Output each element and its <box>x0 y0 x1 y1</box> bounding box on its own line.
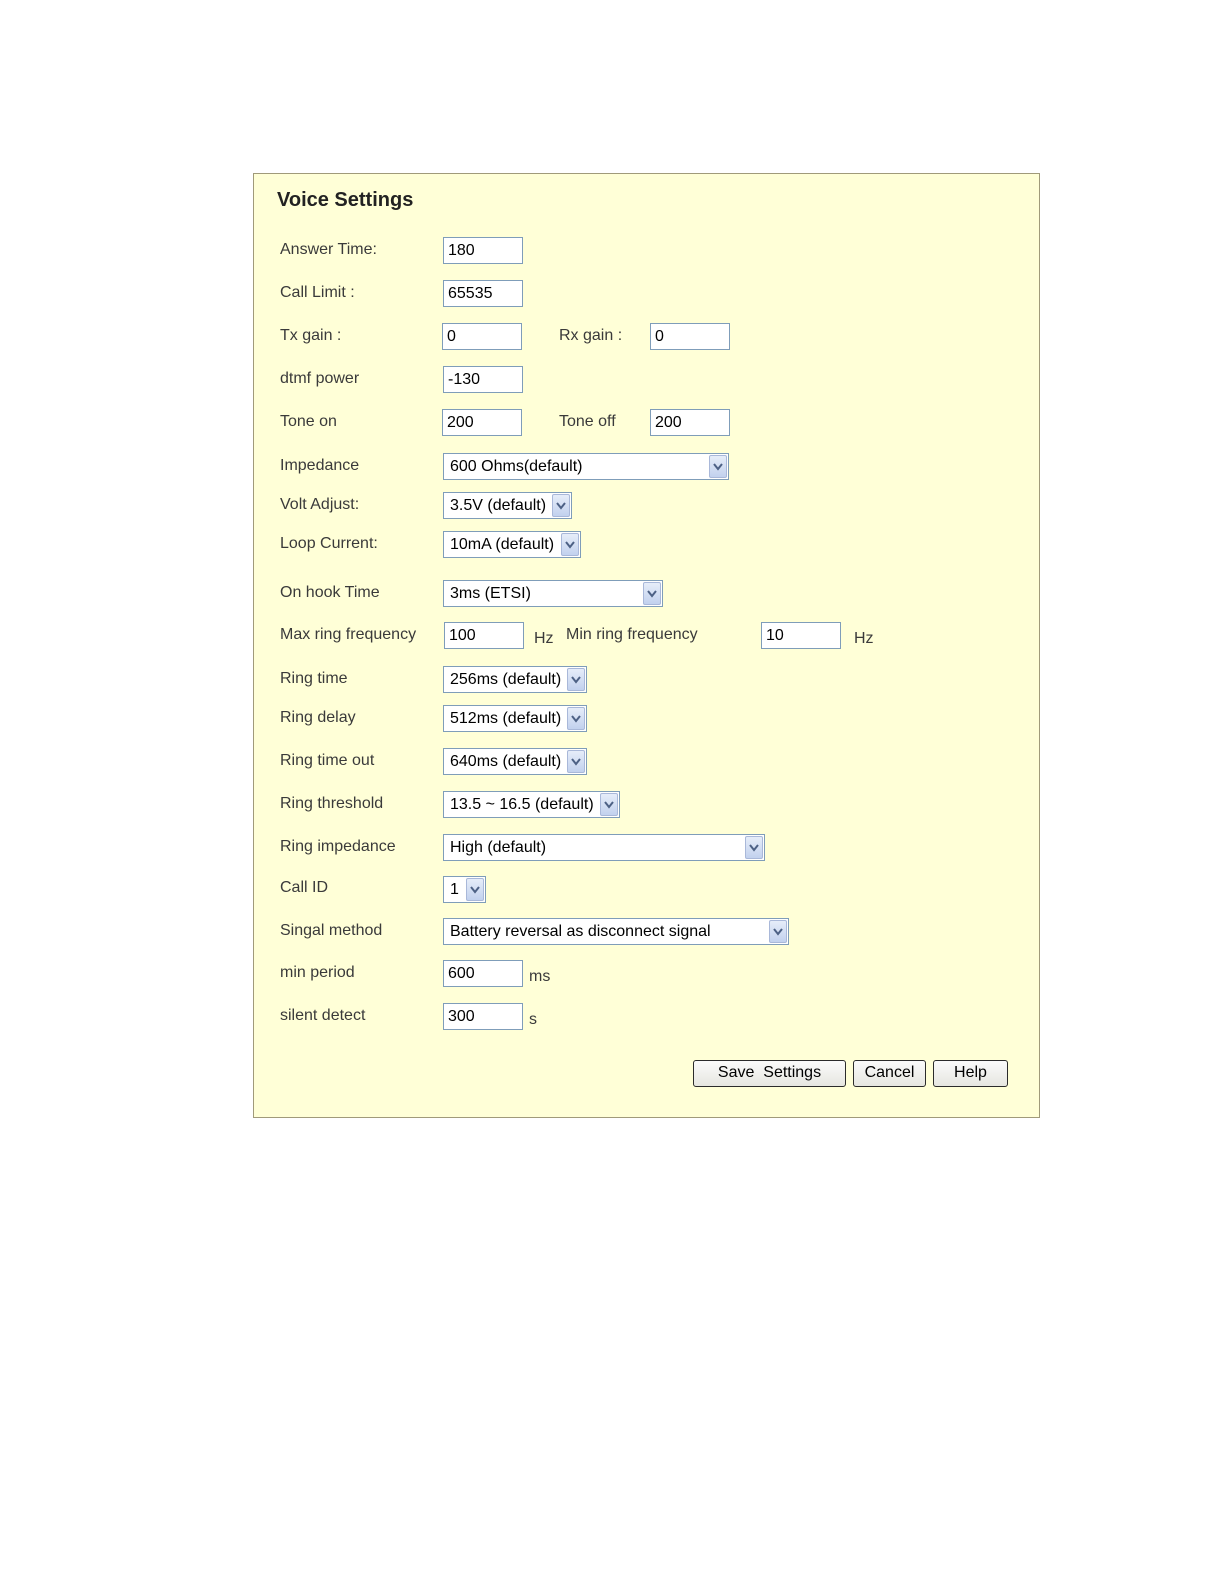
volt-adjust-value: 3.5V (default) <box>450 497 547 514</box>
ring-time-out-label: Ring time out <box>280 752 375 769</box>
ring-delay-select[interactable] <box>443 705 587 732</box>
answer-time-input[interactable]: 180 <box>443 237 523 264</box>
tone-on-input[interactable]: 200 <box>442 409 522 436</box>
dtmf-power-label: dtmf power <box>280 370 360 387</box>
ring-delay-value: 512ms (default) <box>450 710 562 727</box>
dtmf-power-input[interactable]: -130 <box>443 366 523 393</box>
chevron-down-icon[interactable] <box>561 533 579 556</box>
chevron-down-icon[interactable] <box>567 668 585 691</box>
call-limit-label: Call Limit : <box>280 284 355 301</box>
loop-current-value: 10mA (default) <box>450 536 555 553</box>
tx-gain-input[interactable]: 0 <box>442 323 522 350</box>
min-period-label: min period <box>280 964 355 981</box>
chevron-down-icon[interactable] <box>567 707 585 730</box>
loop-current-label: Loop Current: <box>280 535 378 552</box>
min-ring-frequency-input[interactable]: 10 <box>761 622 841 649</box>
save-settings-button[interactable]: Save Settings <box>693 1060 846 1087</box>
on-hook-time-value: 3ms (ETSI) <box>450 585 531 602</box>
tone-off-label: Tone off <box>559 413 616 430</box>
min-ring-frequency-unit: Hz <box>854 630 874 647</box>
chevron-down-icon[interactable] <box>745 836 763 859</box>
ring-delay-label: Ring delay <box>280 709 356 726</box>
chevron-down-icon[interactable] <box>466 878 484 901</box>
tone-off-input[interactable]: 200 <box>650 409 730 436</box>
ring-time-out-value: 640ms (default) <box>450 753 562 770</box>
rx-gain-label: Rx gain : <box>559 327 623 344</box>
volt-adjust-select[interactable] <box>443 492 572 519</box>
on-hook-time-label: On hook Time <box>280 584 380 601</box>
page-title: Voice Settings <box>277 189 414 211</box>
silent-detect-label: silent detect <box>280 1007 366 1024</box>
ring-threshold-value: 13.5 ~ 16.5 (default) <box>450 796 594 813</box>
chevron-down-icon[interactable] <box>769 920 787 943</box>
ring-threshold-select[interactable] <box>443 791 620 818</box>
on-hook-time-select[interactable] <box>443 580 663 607</box>
silent-detect-unit: s <box>529 1011 537 1028</box>
cancel-button[interactable]: Cancel <box>853 1060 926 1087</box>
silent-detect-input[interactable]: 300 <box>443 1003 523 1030</box>
min-period-input[interactable]: 600 <box>443 960 523 987</box>
call-id-value: 1 <box>450 881 459 898</box>
ring-impedance-value: High (default) <box>450 839 547 856</box>
impedance-value: 600 Ohms(default) <box>450 458 583 475</box>
max-ring-frequency-input[interactable]: 100 <box>444 622 524 649</box>
signal-method-select[interactable] <box>443 918 789 945</box>
impedance-label: Impedance <box>280 457 360 474</box>
chevron-down-icon[interactable] <box>552 494 570 517</box>
impedance-select[interactable] <box>443 453 729 480</box>
chevron-down-icon[interactable] <box>567 750 585 773</box>
voice-settings-panel <box>253 173 1040 1118</box>
max-ring-frequency-unit: Hz <box>534 630 554 647</box>
help-button[interactable]: Help <box>933 1060 1008 1087</box>
call-limit-input[interactable]: 65535 <box>443 280 523 307</box>
ring-impedance-label: Ring impedance <box>280 838 396 855</box>
chevron-down-icon[interactable] <box>709 455 727 478</box>
volt-adjust-label: Volt Adjust: <box>280 496 360 513</box>
min-ring-frequency-label: Min ring frequency <box>566 626 698 643</box>
chevron-down-icon[interactable] <box>643 582 661 605</box>
ring-impedance-select[interactable] <box>443 834 765 861</box>
rx-gain-input[interactable]: 0 <box>650 323 730 350</box>
call-id-select[interactable] <box>443 876 486 903</box>
chevron-down-icon[interactable] <box>600 793 618 816</box>
min-period-unit: ms <box>529 968 551 985</box>
ring-time-out-select[interactable] <box>443 748 587 775</box>
ring-time-value: 256ms (default) <box>450 671 562 688</box>
tone-on-label: Tone on <box>280 413 337 430</box>
signal-method-value: Battery reversal as disconnect signal <box>450 923 711 940</box>
ring-time-label: Ring time <box>280 670 348 687</box>
signal-method-label: Singal method <box>280 922 383 939</box>
tx-gain-label: Tx gain : <box>280 327 342 344</box>
call-id-label: Call ID <box>280 879 329 896</box>
ring-threshold-label: Ring threshold <box>280 795 384 812</box>
ring-time-select[interactable] <box>443 666 587 693</box>
loop-current-select[interactable] <box>443 531 581 558</box>
max-ring-frequency-label: Max ring frequency <box>280 626 417 643</box>
answer-time-label: Answer Time: <box>280 241 377 258</box>
